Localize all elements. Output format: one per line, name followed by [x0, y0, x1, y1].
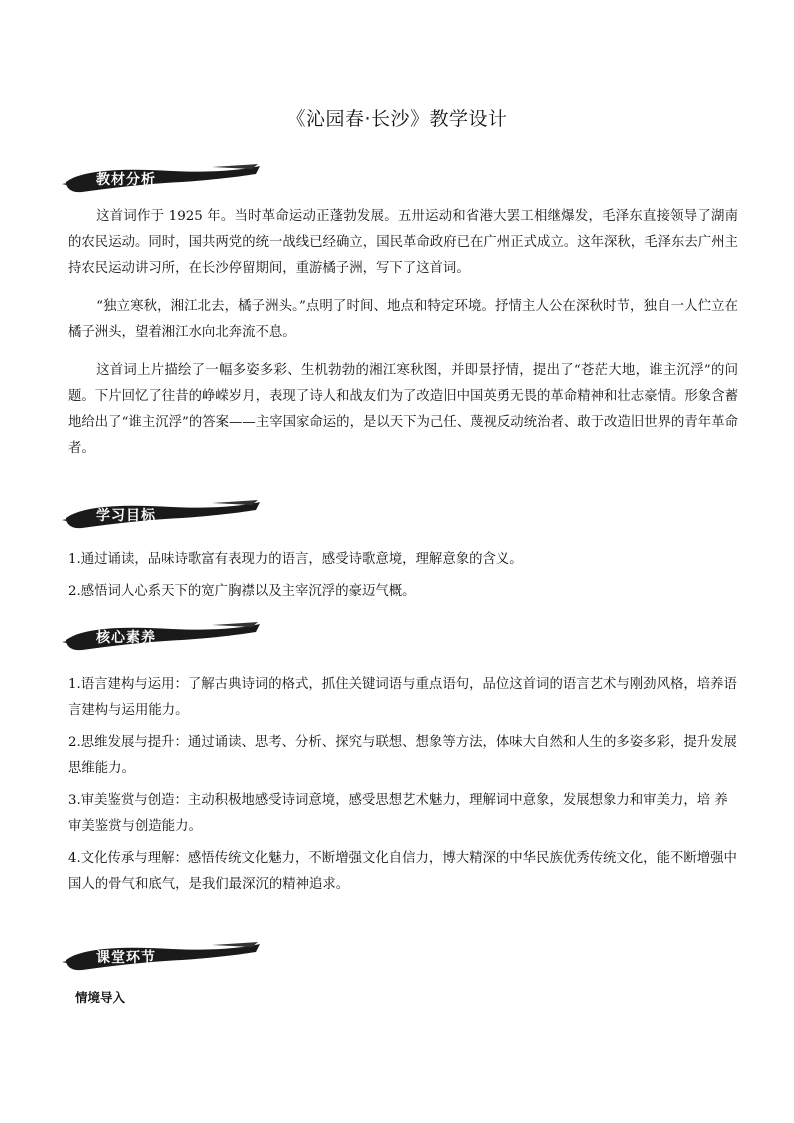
brush-stroke-icon — [62, 620, 262, 654]
section-label: 课堂环节 — [96, 950, 156, 966]
section-header-mubiao — [62, 498, 262, 532]
paragraph: “独立寒秋，湘江北去，橘子洲头。”点明了时间、地点和特定环境。抒情主人公在深秋时节，独自一人伫立在橘子洲头，望着湘江水向北奔流不息。 — [68, 299, 738, 340]
section-label: 核心素养 — [96, 630, 156, 646]
paragraph: 这首词上片描绘了一幅多姿多彩、生机勃勃的湘江寒秋图，并即景抒情，提出了“苍茫大地，谁主沉浮”的问题。下片回忆了往昔的峥嵘岁月，表现了诗人和战友们为了改造旧中国英勇无畏的革命精神和壮志豪情。形象含蓄地给出了“谁主沉浮”的答案——主宰国家命运的，是以天下为己任、蔑视反动统治者、敢于改造旧世界的青年革命者。 — [68, 363, 738, 456]
list-item: 3.审美鉴赏与创造：主动积极地感受诗词意境，感受思想艺术魅力，理解词中意象，发展想象力和审美力，培 养审美鉴赏与创造能力。 — [68, 793, 728, 834]
page-title: 《沁园春·长沙》教学设计 — [286, 108, 508, 130]
literacy-list — [68, 672, 740, 904]
section-header-huanjie — [62, 940, 262, 974]
list-item: 2.思维发展与提升：通过诵读、思考、分析、探究与联想、想象等方法，体味大自然和人生的多姿多彩，提升发展思维能力。 — [68, 735, 737, 776]
list-item: 1.语言建构与运用：了解古典诗词的格式，抓住关键词语与重点语句，品位这首词的语言艺术与刚劲风格，培养语言建构与运用能力。 — [68, 677, 737, 718]
brush-stroke-icon — [62, 498, 262, 532]
list-item: 1.通过诵读，品味诗歌富有表现力的语言，感受诗歌意境，理解意象的含义。 — [68, 552, 523, 567]
list-item: 4.文化传承与理解：感悟传统文化魅力，不断增强文化自信力，博大精深的中华民族优秀传统文化，能不断增强中国人的骨气和底气，是我们最深沉的精神追求。 — [68, 851, 737, 892]
objectives-list — [68, 547, 740, 611]
section-header-suyang — [62, 620, 262, 654]
section-header-jiaocai — [62, 162, 262, 196]
list-item: 2.感悟词人心系天下的宽广胸襟以及主宰沉浮的豪迈气概。 — [68, 584, 416, 599]
brush-stroke-icon — [62, 940, 262, 974]
paragraph: 这首词作于 1925 年。当时革命运动正蓬勃发展。五卅运动和省港大罢工相继爆发，毛泽东直接领导了湖南的农民运动。同时，国共两党的统一战线已经确立，国民革命政府已在广州正式成立。这年深秋，毛泽东去广州主持农民运动讲习所，在长沙停留期间，重游橘子洲，写下了这首词。 — [68, 209, 738, 276]
section-label: 学习目标 — [96, 508, 156, 524]
section-label: 教材分析 — [96, 172, 156, 188]
subsection-heading: 情境导入 — [75, 990, 126, 1005]
brush-stroke-icon — [62, 162, 262, 196]
